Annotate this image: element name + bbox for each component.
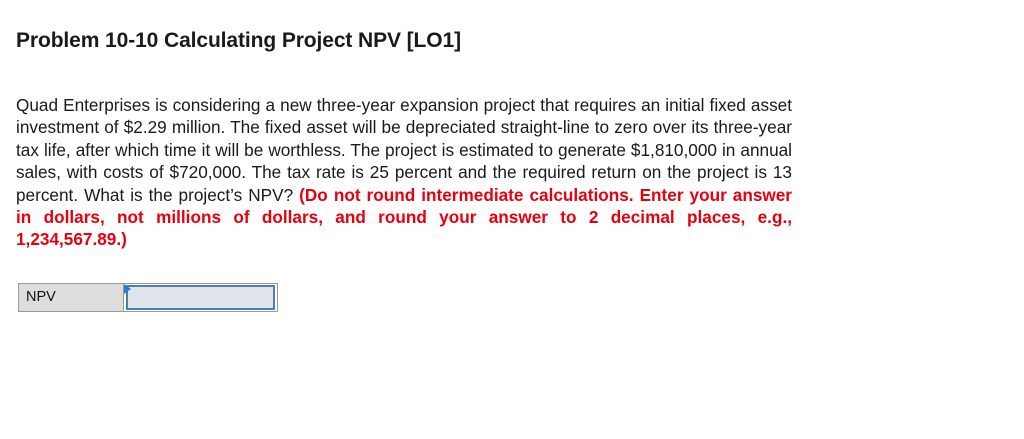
problem-title: Problem 10-10 Calculating Project NPV [LO1] xyxy=(16,29,461,52)
problem-body: Quad Enterprises is considering a new three-year expansion project that requires an initial fixed asset investment of $2.29 million. The fixed asset will be depreciated straight-line to zero over its three-year tax life, after which time it will be worthless. The project is estimated to generate $1,810,000 in annual sales, with costs of $720,000. The tax rate is 25 percent and the required return on the project is 13 percent. What is the project’s NPV? xyxy=(16,95,792,205)
npv-label: NPV xyxy=(18,283,123,312)
input-flag-icon xyxy=(124,284,131,294)
answer-instructions: (Do not round intermediate calculations. Enter your answer in dollars, not millions of dollars, and round your answer to 2 decimal places, e.g., 1,234,567.89.) xyxy=(16,184,792,250)
problem-statement xyxy=(16,94,792,251)
npv-input[interactable] xyxy=(126,285,275,310)
npv-input-cell xyxy=(123,283,278,312)
npv-answer-table xyxy=(18,283,278,312)
